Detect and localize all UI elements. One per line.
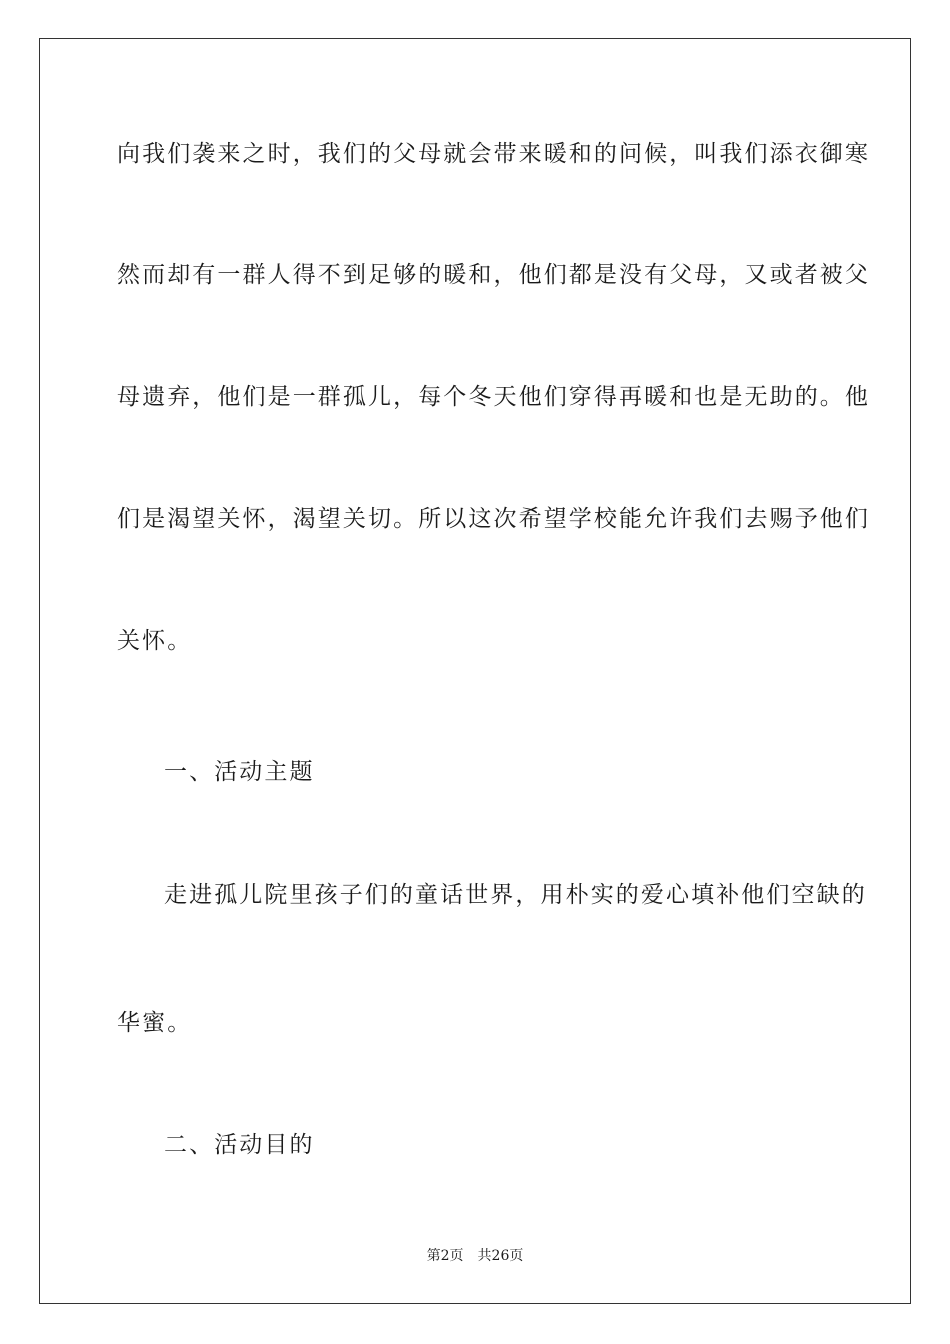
section-heading-theme: 一、活动主题: [164, 759, 315, 785]
page-total: 共26页: [477, 1248, 524, 1264]
body-text-line: 走进孤儿院里孩子们的童话世界，用朴实的爱心填补他们空缺的: [164, 882, 867, 908]
body-text-line: 们是渴望关怀，渴望关切。所以这次希望学校能允许我们去赐予他们: [117, 506, 870, 532]
body-text-line: 母遗弃，他们是一群孤儿，每个冬天他们穿得再暖和也是无助的。他: [117, 384, 870, 410]
page-footer: [0, 1246, 950, 1266]
page-frame: [39, 38, 911, 1304]
body-text-line: 华蜜。: [117, 1010, 193, 1036]
body-text-line: 向我们袭来之时，我们的父母就会带来暖和的问候，叫我们添衣御寒: [117, 141, 870, 167]
section-heading-purpose: 二、活动目的: [164, 1132, 315, 1158]
page-number: 第2页: [426, 1248, 464, 1264]
body-text-line: 关怀。: [117, 628, 193, 654]
body-text-line: 然而却有一群人得不到足够的暖和，他们都是没有父母，又或者被父: [117, 262, 870, 288]
